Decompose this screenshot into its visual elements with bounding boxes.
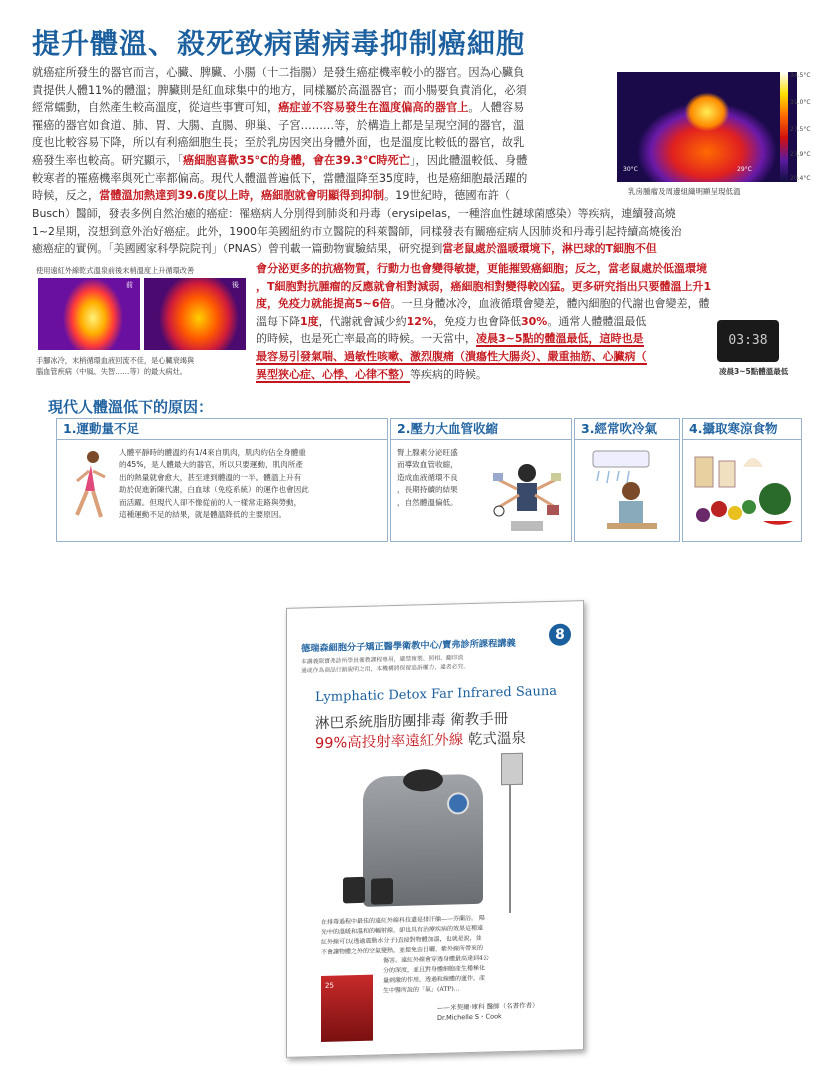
- temp-label: 30°C: [623, 166, 638, 173]
- scale-label: 23.9°C: [790, 151, 811, 158]
- cause-box-exercise: [56, 418, 388, 542]
- scale-label: 20.4°C: [790, 175, 811, 182]
- causes-section-title: 現代人體溫低下的原因：: [48, 398, 214, 416]
- brochure-body-text: 在排毒過程中最佳的遠紅外線科技還是排汗艙——芬蘭浴。 陽 光中的溫暖和溫和的輻射線，卻也具有治療疾病的效果這種遠 紅外線可以(透過震動水分子)直接對物體加溫，也就是說，並 不會讓物體之外的空氣變熱，並提免由日曬、紫外線所帶來的 傷害。遠紅外線會穿透身體最高達到4公 分的深度，並且對身體細胞產生穩極化 量刺激的作用，透過粒線體的運作，產 生中醫所說的「氣」(ATP)...: [321, 914, 489, 995]
- intro-line: 時候，反之，當體溫加熱達到39.6度以上時，癌細胞就會明顯得到抑制。19世紀時，德國布許（: [32, 189, 511, 203]
- air-conditioner-icon: [589, 447, 669, 535]
- after-label: 後: [232, 281, 239, 289]
- thermal-caption: 乳房腫瘤及周邊組織明顯呈現低溫: [628, 187, 741, 196]
- page-number-badge: 8: [549, 623, 571, 646]
- thermal-hand-after-image: [144, 278, 246, 350]
- highlight-text: 度，免疫力就能提高5~6倍: [256, 297, 391, 311]
- intro-paragraph-wide: [32, 205, 797, 258]
- brochure-note: 通或作為商品行銷說明之用，本機構將保留追訴權力，違者必究。: [301, 664, 470, 675]
- intro-line: 責提供人體11%的體溫；脾臟則是紅血球集中的地方，同樣屬於高溫器官；而小腸要負責消化，必須: [32, 83, 527, 97]
- temp-label: 29°C: [737, 166, 752, 173]
- lamp-stand: [509, 763, 511, 913]
- control-panel-icon: [501, 753, 523, 786]
- highlight-text: 當體溫加熱達到39.6度以上時，癌細胞就會明顯得到抑制: [99, 189, 385, 203]
- intro-line: 較寒者的罹癌機率與死亡率都偏高。現代人體溫普遍低下，當體溫降至35度時，也是癌細胞最活躍的: [32, 171, 528, 185]
- stressed-worker-icon: [491, 449, 563, 535]
- brand-logo-icon: [447, 792, 469, 815]
- intro-line: 癌發生率也較高。研究顯示，「癌細胞喜歡35℃的身體，會在39.3℃時死亡」，因此體溫較低、身體: [32, 153, 528, 167]
- brochure-header: 德瑞森細胞分子矯正醫學衛教中心/寶弗診所課程講義: [301, 637, 516, 655]
- book-cover-text: 25: [325, 981, 334, 990]
- thermal-breast-image: [617, 72, 797, 182]
- sauna-brochure: [286, 600, 584, 1058]
- author-signature: ——米契爾·庫科 醫師（名書作者）: [437, 1001, 539, 1012]
- runner-icon: [71, 447, 111, 535]
- cause-title: 4.攝取寒涼食物: [689, 421, 778, 436]
- cause-text: 人體平靜時的體溫約有1/4來自肌肉，肌肉約佔全身體重 的45%，是人體最大的器官，所以只要運動，肌肉所產 出的熱量就會愈大，甚至達到體溫的一半。體溫上升有 助於促進新陳代謝，白血球（免疫系統）的運作也會因此 而活躍。但現代人卻不像從前的人一樣常走路與勞動， 這種運動不足的結果，就是體溫降低的主要原因。: [119, 448, 309, 520]
- cause-title: 2.壓力大血管收縮: [397, 421, 498, 436]
- intro-line: 1~2星期，沒想到意外治好癌症。此外，1900年美國紐約市立醫院的科萊醫師，同樣發表有關癌症病人因肺炎和丹毒引起持續高燒後治: [32, 224, 682, 238]
- cause-box-stress: [390, 418, 572, 542]
- intro-line: Busch）醫師，發表多例自然治癒的癌症：罹癌病人分別得到肺炎和丹毒（erysipelas，一種溶血性鏈球菌感染）等疾病，連續發高燒: [32, 207, 676, 220]
- speaker-icon: [343, 877, 365, 904]
- brochure-title-en: Lymphatic Detox Far Infrared Sauna: [315, 683, 557, 706]
- temperature-scale-bar: [780, 72, 788, 182]
- scale-label: 34.5°C: [790, 72, 811, 79]
- brochure-subtitle-zh: 99%高投射率遠紅外線 乾式溫泉: [315, 730, 526, 753]
- intro-line: 罹癌的器官如食道、肺、胃、大腸、直腸、卵巢、子宮………等，於構造上都是呈現空洞的器官，溫: [32, 118, 525, 132]
- thermal-hand-before-image: [38, 278, 140, 350]
- cause-title: 3.經常吹冷氣: [581, 421, 657, 436]
- highlight-text: 癌細胞喜歡35℃的身體，會在39.3℃時死亡: [183, 153, 410, 167]
- cause-box-aircon: [574, 418, 680, 542]
- scale-label: 27.5°C: [790, 126, 811, 133]
- hands-caption-bottom: 手腳冰冷，末梢循環血液回流不佳，是心臟衰竭與: [36, 356, 195, 365]
- intro-line: 度也比較容易下降，所以有利癌細胞生長；至於乳房因突出身體外面，也是溫度比較低的器官，故乳: [32, 136, 525, 150]
- middle-paragraph: 會分泌更多的抗癌物質，行動力也會變得敏捷，更能摧毀癌細胞；反之，當老鼠處於低溫環境 ，T細胞對抗腫瘤的反應就會相對減弱，癌細胞相對變得較凶猛。更多研究指出只要體溫上升1 度，免疫力就能提高5~6倍。一旦身體冰冷，血液循環會變差，體內細胞的代謝也會變差，體 溫每下降1度，代謝就會減少約12%，免疫力也會降低30%。通常人體體溫最低 的時候，也是死亡率最高的時候。一天當中，凌晨3~5點的體溫最低，這時也是 最容易引發氣喘、過敏性咳嗽、激烈腹痛（潰瘍性大腸炎）、嚴重抽筋、心臟病（ 異型狹心症、心悸、心律不整）等疾病的時候。: [256, 262, 712, 381]
- brochure-note: 本講義限寶弗診所學員衛教課程專用，嚴禁複製、照相、翻印流: [301, 655, 464, 666]
- hands-caption-bottom: 腦血管疾病（中風、失智……等）的最大病灶。: [36, 367, 187, 376]
- underlined-highlight: 異型狹心症、心悸、心律不整）: [256, 367, 410, 381]
- underlined-highlight: 最容易引發氣喘、過敏性咳嗽、激烈腹痛（潰瘍性大腸炎）、嚴重抽筋、心臟病（: [256, 349, 647, 363]
- cause-text: 腎上腺素分泌旺盛 而導致血管收縮， 造成血液循環不良 ，長期持續的結果 ，自然體溫偏低。: [397, 448, 458, 507]
- before-label: 前: [126, 281, 133, 289]
- clock-time: 03:38: [728, 333, 768, 348]
- page-title: 提升體溫、殺死致病菌病毒抑制癌細胞: [32, 27, 526, 60]
- intro-paragraph: [32, 64, 607, 205]
- alarm-clock-image: [717, 320, 779, 362]
- book-cover-image: [321, 975, 373, 1042]
- cause-title: 1.運動量不足: [63, 421, 139, 436]
- highlight-text: 當老鼠處於溫暖環境下，淋巴球的T細胞不但: [442, 242, 657, 256]
- highlight-text: 更多研究指出只要體溫上升1: [571, 279, 712, 293]
- speaker-icon: [371, 878, 393, 905]
- hands-caption-top: 使用遠紅外線乾式溫泉前後末梢溫度上升循環改善: [36, 266, 195, 275]
- highlight-text: 會分泌更多的抗癌物質，行動力也會變得敏捷，更能摧毀癌細胞；反之，當老鼠處於低溫環境: [256, 262, 707, 275]
- brochure-title-zh: 淋巴系統脂肪團排毒 衛教手冊: [315, 711, 509, 733]
- author-name: Dr.Michelle S・Cook: [437, 1012, 502, 1022]
- clock-caption: 凌晨3~5點體溫最低: [719, 367, 789, 376]
- highlight-text: ，T細胞對抗腫瘤的反應就會相對減弱，癌細胞相對變得較凶猛。: [256, 279, 572, 293]
- underlined-highlight: 凌晨3~5點的體溫最低，這時也是: [476, 332, 644, 346]
- cause-box-cold-food: [682, 418, 802, 542]
- cold-food-icon: [689, 447, 795, 535]
- intro-line: 癒癌症的實例。「美國國家科學院院刊」（PNAS）曾刊載一篇動物實驗結果，研究提到當老鼠處於溫暖環境下，淋巴球的T細胞不但: [32, 242, 657, 256]
- intro-line: 就癌症所發生的器官而言，心臟、脾臟、小腸（十二指腸）是發生癌症機率較小的器官。因為心臟負: [32, 66, 525, 79]
- highlight-text: 癌症並不容易發生在溫度偏高的器官上: [278, 101, 469, 115]
- intro-line: 經常蠕動，自然產生較高溫度，從這些事實可知，癌症並不容易發生在溫度偏高的器官上。人體容易: [32, 101, 525, 115]
- scale-label: 31.0°C: [790, 99, 811, 106]
